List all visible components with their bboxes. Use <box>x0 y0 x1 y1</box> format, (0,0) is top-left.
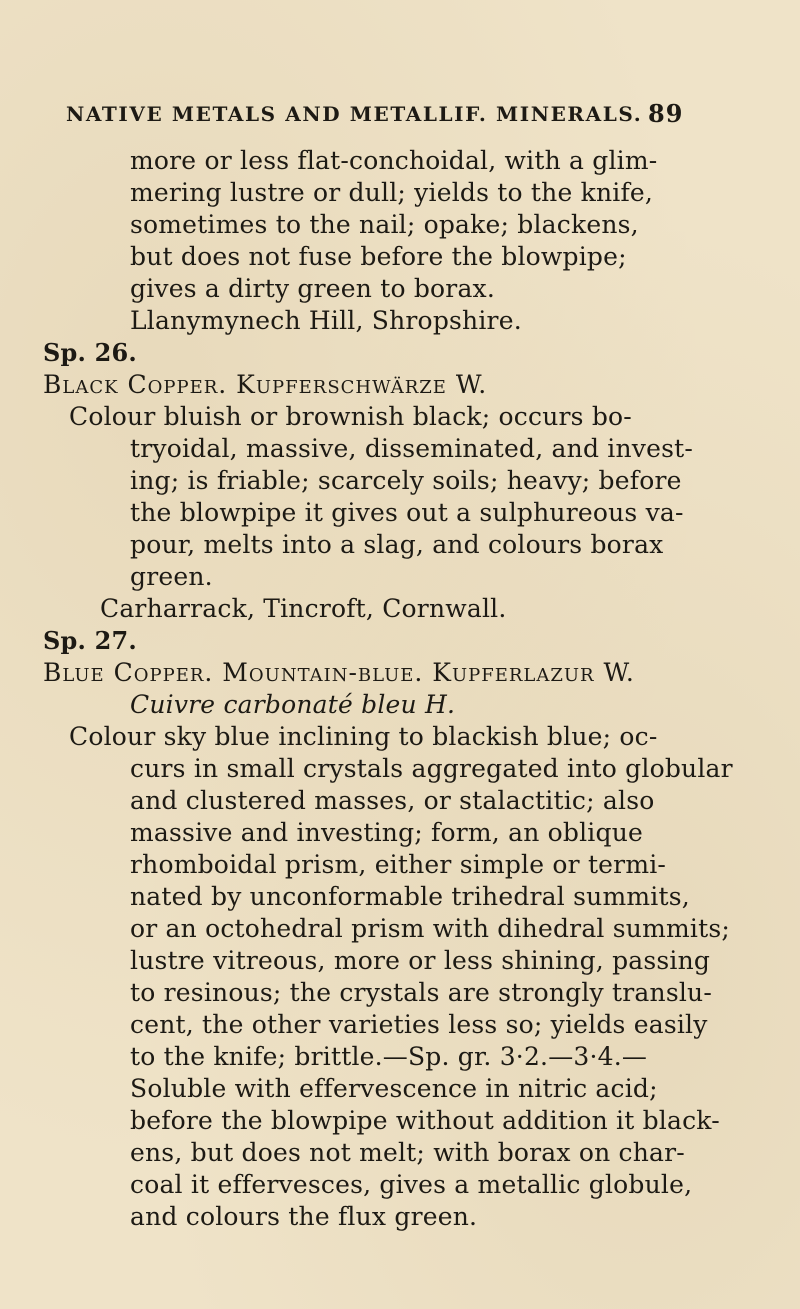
text-line: ing; is friable; scarcely soils; heavy; before <box>130 466 682 495</box>
text-line: more or less flat-conchoidal, with a glim- <box>130 146 658 175</box>
text-line: gives a dirty green to borax. <box>130 274 496 303</box>
text-line: mering lustre or dull; yields to the knife, <box>130 178 654 207</box>
text-line: and clustered masses, or stalactitic; also <box>130 786 655 815</box>
text-line: Cuivre carbonaté bleu H. <box>130 690 456 719</box>
text-line: cent, the other varieties less so; yields easily <box>130 1010 708 1039</box>
text-line: to the knife; brittle.—Sp. gr. 3·2.—3·4.— <box>130 1042 648 1071</box>
text-line: Llanymynech Hill, Shropshire. <box>130 306 522 335</box>
text-line: green. <box>130 562 213 591</box>
text-line: and colours the flux green. <box>130 1202 478 1231</box>
text-line: tryoidal, massive, disseminated, and invest- <box>130 434 694 463</box>
text-line: ens, but does not melt; with borax on char- <box>130 1138 685 1167</box>
header-title: NATIVE METALS AND METALLIF. MINERALS. <box>66 102 643 126</box>
text-line: before the blowpipe without addition it black- <box>130 1106 720 1135</box>
text-line: or an octohedral prism with dihedral summits; <box>130 914 731 943</box>
text-line: sometimes to the nail; opake; blackens, <box>130 210 639 239</box>
text-line: to resinous; the crystals are strongly translu- <box>130 978 713 1007</box>
text-line: the blowpipe it gives out a sulphureous va- <box>130 498 684 527</box>
text-line: lustre vitreous, more or less shining, passing <box>130 946 711 975</box>
species-number: Sp. 26. <box>43 338 137 367</box>
running-header <box>66 99 684 128</box>
text-line: pour, melts into a slag, and colours borax <box>130 530 664 559</box>
text-line: but does not fuse before the blowpipe; <box>130 242 627 271</box>
text-line: nated by unconformable trihedral summits, <box>130 882 690 911</box>
text-line: coal it effervesces, gives a metallic globule, <box>130 1170 693 1199</box>
text-line: curs in small crystals aggregated into globular <box>130 754 733 783</box>
text-line: massive and investing; form, an oblique <box>130 818 644 847</box>
species-title: Blue Copper. Mountain-blue. Kupferlazur W. <box>43 658 635 687</box>
text-line: rhomboidal prism, either simple or termi- <box>130 850 667 879</box>
page-number: 89 <box>648 99 684 128</box>
species-title: Black Copper. Kupferschwärze W. <box>43 370 488 399</box>
species-number: Sp. 27. <box>43 626 137 655</box>
text-line: Carharrack, Tincroft, Cornwall. <box>100 594 507 623</box>
text-line: Colour sky blue inclining to blackish blue; oc- <box>69 722 658 751</box>
text-line: Colour bluish or brownish black; occurs bo- <box>69 402 632 431</box>
text-line: Soluble with effervescence in nitric acid; <box>130 1074 658 1103</box>
